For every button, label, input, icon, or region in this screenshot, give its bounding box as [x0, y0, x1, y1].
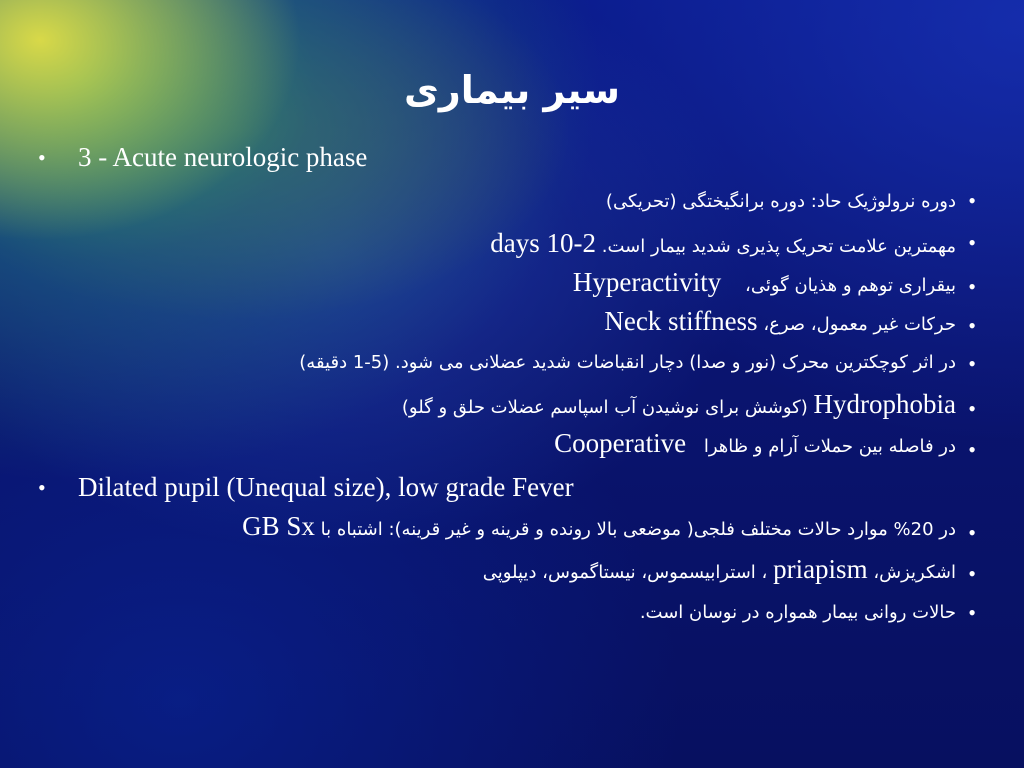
agitation-text: بیقراری توهم و هذیان گوئی،	[745, 275, 956, 296]
bullet-dot: •	[968, 437, 976, 462]
bullet-dot: •	[968, 520, 976, 545]
hydrophobia-term: Hydrophobia	[813, 389, 956, 419]
bullet-dot: •	[968, 274, 976, 299]
bullet-hydrophobia	[402, 389, 956, 420]
neck-stiffness-term: Neck stiffness	[604, 306, 758, 336]
cooperative-term: Cooperative	[554, 428, 687, 458]
bullet-hyperactivity	[573, 267, 956, 298]
bullet-dot: •	[968, 188, 976, 213]
bullet-neck-stiffness	[604, 306, 956, 337]
bullet-dot: •	[968, 396, 976, 421]
eye-signs-text: ، استرابیسموس، نیستاگموس، دیپلوپی	[482, 562, 768, 583]
bullet-priapism	[483, 554, 956, 585]
bullet-paralysis	[242, 511, 956, 542]
priapism-term: priapism	[773, 554, 868, 584]
duration-days: 2-10 days	[490, 228, 597, 258]
bullet-dilated-pupil: Dilated pupil (Unequal size), low grade Fever	[78, 472, 574, 502]
bullet-mental-state: حالات روانی بیمار همواره در نوسان است.	[639, 602, 956, 623]
slide-title: سیر بیماری	[404, 68, 620, 112]
bullet-dot: •	[968, 351, 976, 376]
bullet-acute-neurologic-phase: 3 - Acute neurologic phase	[78, 142, 368, 172]
bullet-dot: •	[38, 145, 46, 170]
bullet-dot: •	[38, 475, 46, 500]
lacrimation-text: اشکریزش،	[873, 562, 956, 583]
bullet-muscle-spasms: در اثر کوچکترین محرک (نور و صدا) دچار انقباضات شدید عضلانی می شود. (5-1 دقیقه)	[299, 352, 956, 373]
gb-sx-term: GB Sx	[242, 511, 315, 541]
paralysis-text: در 20% موارد حالات مختلف فلجی( موضعی بالا رونده و قرینه و غیر قرینه): اشتباه با	[320, 519, 956, 540]
bullet-cooperative	[554, 428, 956, 459]
irritability-text: مهمترین علامت تحریک پذیری شدید بیمار است.	[601, 236, 956, 257]
bullet-dot: •	[968, 313, 976, 338]
movements-text: حرکات غیر معمول، صرع،	[763, 314, 956, 335]
bullet-dot: •	[968, 230, 976, 255]
hyperactivity-term: Hyperactivity	[572, 267, 722, 297]
between-attacks-text: در فاصله بین حملات آرام و ظاهرا	[703, 436, 956, 457]
bullet-neurologic-period: دوره نرولوژیک حاد: دوره برانگیختگی (تحریکی)	[605, 191, 956, 212]
bullet-dot: •	[968, 600, 976, 625]
bullet-irritability	[490, 228, 956, 259]
hydrophobia-explanation: (کوشش برای نوشیدن آب اسپاسم عضلات حلق و گلو)	[401, 397, 808, 418]
bullet-dot: •	[968, 561, 976, 586]
